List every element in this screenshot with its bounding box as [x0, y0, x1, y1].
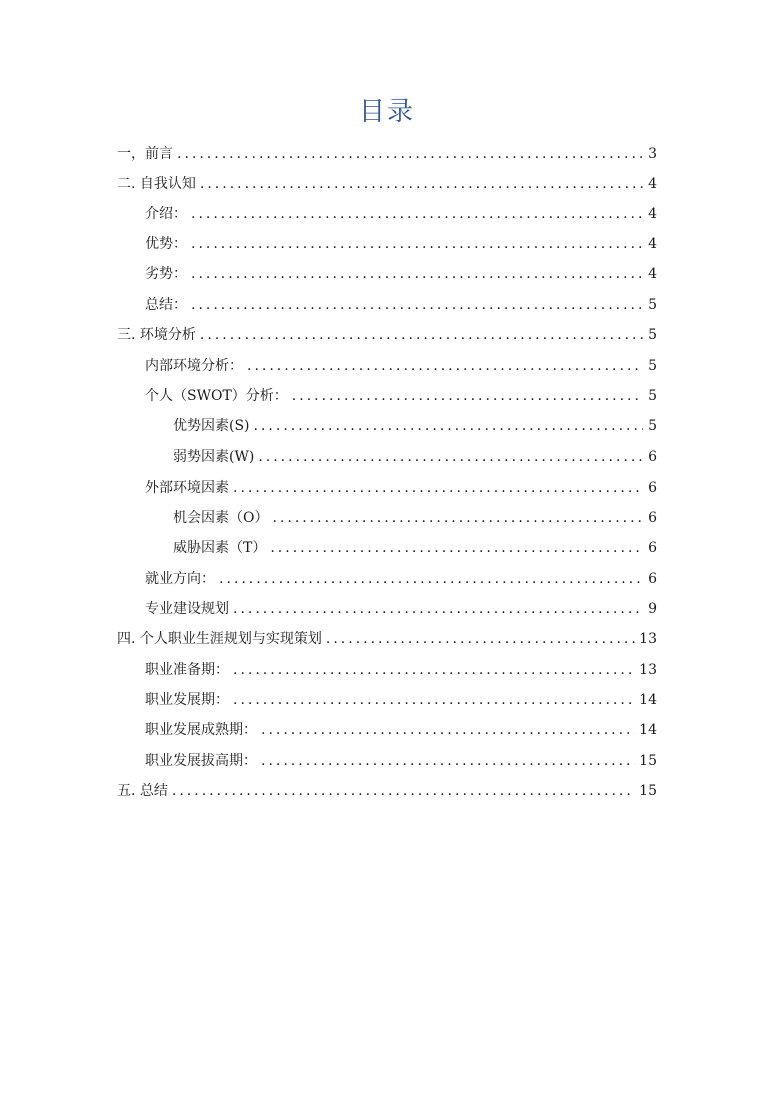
toc-dot-leader [258, 447, 643, 467]
toc-entry-development-stage[interactable] [145, 686, 657, 710]
toc-entry-summary[interactable] [145, 291, 657, 315]
toc-page-number: 14 [639, 722, 657, 738]
toc-entry-label: 总结： [145, 297, 187, 313]
toc-page-number: 3 [648, 146, 657, 162]
toc-dot-leader [233, 660, 635, 680]
toc-entry-advancement-stage[interactable] [145, 747, 657, 771]
toc-page-number: 13 [639, 631, 657, 647]
toc-page-number: 5 [648, 388, 657, 404]
toc-entry-label: 内部环境分析： [145, 358, 243, 374]
toc-dot-leader [200, 325, 643, 345]
toc-entry-introduction[interactable] [145, 200, 657, 224]
toc-dot-leader [191, 295, 643, 315]
toc-entry-label: 职业发展拔高期： [145, 753, 257, 769]
toc-dot-leader [270, 538, 643, 558]
toc-entry-label: 外部环境因素 [145, 480, 229, 496]
toc-dot-leader [272, 508, 643, 528]
toc-entry-label: 五. 总结 [117, 783, 168, 799]
toc-dot-leader [292, 386, 643, 406]
toc-page-number: 15 [639, 783, 657, 799]
toc-entry-external-environment[interactable] [145, 474, 657, 498]
toc-page-number: 4 [648, 266, 657, 282]
toc-entry-label: 劣势： [145, 266, 187, 282]
toc-dot-leader [219, 569, 643, 589]
toc-dot-leader [233, 478, 643, 498]
toc-entry-label: 二. 自我认知 [117, 176, 196, 192]
toc-entry-label: 就业方向： [145, 571, 215, 587]
toc-entry-strength-factors[interactable] [173, 412, 657, 436]
toc-page-number: 5 [648, 418, 657, 434]
toc-entry-environment-analysis[interactable] [117, 321, 657, 345]
toc-page-number: 5 [648, 358, 657, 374]
toc-page-number: 4 [648, 236, 657, 252]
toc-dot-leader [247, 356, 643, 376]
toc-dot-leader [254, 416, 643, 436]
toc-entry-opportunity-factors[interactable] [173, 504, 657, 528]
toc-entry-maturity-stage[interactable] [145, 716, 657, 740]
toc-entry-label: 三. 环境分析 [117, 327, 196, 343]
toc-dot-leader [191, 234, 643, 254]
toc-dot-leader [233, 690, 635, 710]
toc-dot-leader [233, 599, 643, 619]
toc-dot-leader [177, 144, 643, 164]
toc-page-number: 6 [648, 480, 657, 496]
toc-page-number: 6 [648, 449, 657, 465]
toc-entry-weakness-factors[interactable] [173, 443, 657, 467]
toc-entry-label: 职业发展成熟期： [145, 722, 257, 738]
toc-entry-label: 威胁因素（T） [173, 540, 267, 556]
toc-dot-leader [326, 629, 635, 649]
toc-entry-label: 优势因素(S) [173, 418, 250, 434]
toc-page-number: 6 [648, 571, 657, 587]
toc-entry-label: 机会因素（O） [173, 510, 269, 526]
toc-page-number: 5 [648, 327, 657, 343]
toc-entry-career-direction[interactable] [145, 565, 657, 589]
toc-page-number: 4 [648, 176, 657, 192]
toc-entry-self-awareness[interactable] [117, 170, 657, 194]
toc-entry-swot-analysis[interactable] [145, 382, 657, 406]
toc-page-number: 15 [639, 753, 657, 769]
toc-title: 目录 [358, 97, 415, 127]
toc-entry-label: 职业准备期： [145, 662, 229, 678]
toc-entry-strengths[interactable] [145, 230, 657, 254]
toc-entry-internal-environment[interactable] [145, 352, 657, 376]
toc-dot-leader [191, 204, 643, 224]
toc-entry-career-planning[interactable] [117, 625, 657, 649]
toc-page-number: 9 [648, 601, 657, 617]
toc-entry-label: 弱势因素(W) [173, 449, 255, 465]
toc-entry-preface[interactable] [117, 140, 657, 164]
toc-page-number: 5 [648, 297, 657, 313]
toc-entry-label: 个人（SWOT）分析： [145, 388, 288, 404]
toc-entry-label: 介绍： [145, 206, 187, 222]
toc-page-number: 6 [648, 540, 657, 556]
toc-dot-leader [172, 781, 635, 801]
toc-entry-weaknesses[interactable] [145, 260, 657, 284]
toc-page-number: 6 [648, 510, 657, 526]
toc-page-number: 13 [639, 662, 657, 678]
toc-entry-preparation-stage[interactable] [145, 656, 657, 680]
toc-dot-leader [261, 751, 635, 771]
toc-entry-label: 四. 个人职业生涯规划与实现策划 [117, 631, 322, 647]
toc-entry-label: 优势： [145, 236, 187, 252]
toc-dot-leader [261, 720, 635, 740]
toc-entry-label: 专业建设规划 [145, 601, 229, 617]
toc-entry-conclusion[interactable] [117, 777, 657, 801]
toc-dot-leader [191, 264, 643, 284]
toc-entry-major-planning[interactable] [145, 595, 657, 619]
toc-dot-leader [200, 174, 643, 194]
toc-entry-label: 一，前言 [117, 146, 173, 162]
toc-page-number: 4 [648, 206, 657, 222]
toc-entry-label: 职业发展期： [145, 692, 229, 708]
toc-entry-threat-factors[interactable] [173, 534, 657, 558]
toc-page-number: 14 [639, 692, 657, 708]
